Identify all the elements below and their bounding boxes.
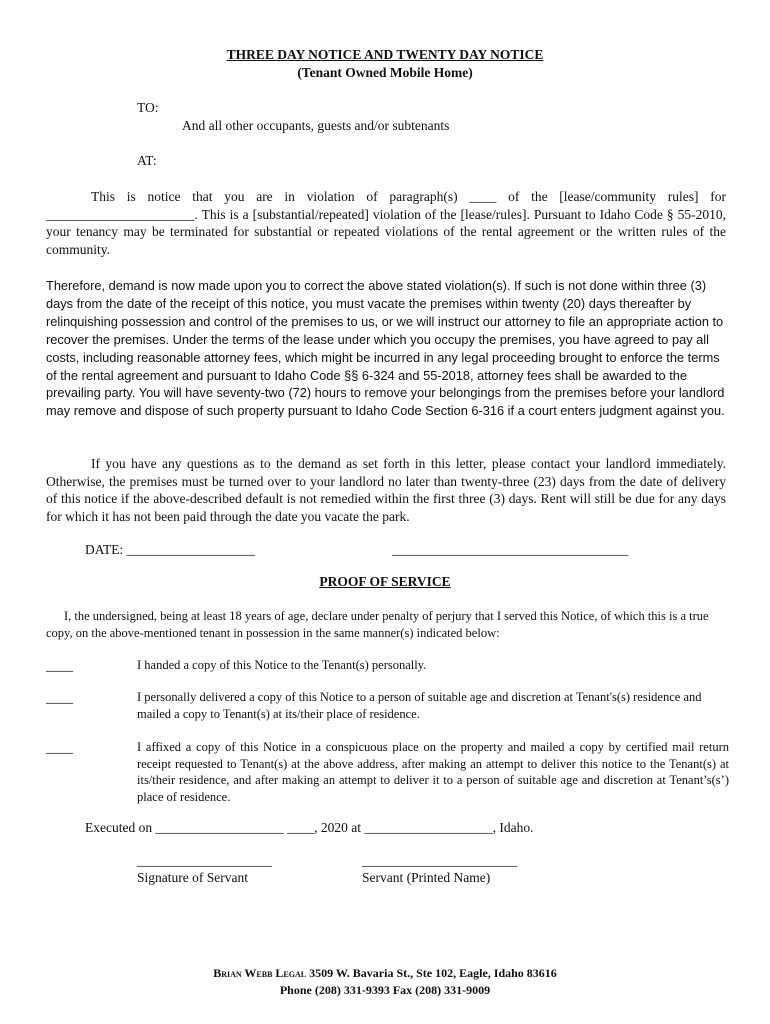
option-1-blank: ____ [46, 658, 73, 673]
notice-title: THREE DAY NOTICE AND TWENTY DAY NOTICE [226, 47, 544, 62]
option-3-blank: ____ [46, 740, 73, 755]
footer-firm-name: Brian Webb Legal [213, 966, 307, 980]
option-1-text: I handed a copy of this Notice to the Tenant(s) personally. [137, 658, 427, 672]
servant-signature-line: ____________________ [137, 853, 272, 868]
at-label: AT: [137, 153, 157, 168]
paragraph-2: Therefore, demand is now made upon you to correct the above stated violation(s). If such is not done within three (3) days from the date of the receipt of this notice, you must vacate the premises within twenty (20) days thereafter by relinquishing possession and control of the premises to us, or we will instruct our attorney to file an appropriate action to recover the premises. Under the terms of the lease under which you occupy the premises, you have agreed to pay all costs, including reasonable attorney fees, which might be incurred in any legal proceeding brought to enforce the terms of the rental agreement and pursuant to Idaho Code §§ 6-324 and 55-2018, attorney fees shall be awarded to the prevailing party. You will have seventy-two (72) hours to remove your belongings from the premises before your landlord may remove and dispose of such property pursuant to Idaho Code Section 6-316 if a court enters judgment against you. [46, 278, 725, 419]
paragraph-1-first-line: This is notice that you are in violation of paragraph(s) ____ of the [lease/community rules] for [91, 189, 726, 204]
to-label: TO: [137, 100, 159, 115]
date-field: DATE: ___________________ [85, 542, 255, 557]
notice-subtitle: (Tenant Owned Mobile Home) [297, 65, 473, 80]
landlord-signature-line: ___________________________________ [392, 542, 629, 557]
paragraph-3: If you have any questions as to the demand as set forth in this letter, please contact your landlord immediately. Otherwise, the premises must be turned over to your landlord no later than twenty-three (23) days from the date of delivery of this notice if the above-described default is not remedied within the first three (3) days. Rent will still be due for any days for which it has not been paid through the date you vacate the park. [46, 456, 726, 524]
printed-name-label: Servant (Printed Name) [362, 870, 491, 885]
paragraph-1: ______________________. This is a [substantial/repeated] violation of the [lease/rules]. Pursuant to Idaho Code § 55-2010, your tenancy may be terminated for substantial or repeated violations of the rental agreement or the written rules of the community. [46, 206, 726, 257]
servant-signature-label: Signature of Servant [137, 870, 248, 885]
option-2-text: I personally delivered a copy of this Notice to a person of suitable age and discretion at Tenant's(s) residence and mailed a copy to Tenant(s) at its/their place of residence. [137, 690, 702, 721]
printed-name-line: _______________________ [362, 853, 518, 868]
option-3-text: I affixed a copy of this Notice in a conspicuous place on the property and mailed a copy by certified mail return receipt requested to Tenant(s) at the above address, after making an attempt to deliver this notice to the Tenant(s) at its/their residence, and after making an attempt to deliver it to a person of suitable age and discretion at Tenant’s(s’) place of residence. [137, 740, 729, 804]
executed-line: Executed on ___________________ ____, 2020 at ___________________, Idaho. [85, 820, 534, 835]
footer-phone: Phone (208) 331-9393 Fax (208) 331-9009 [279, 983, 491, 997]
option-2-blank: ____ [46, 690, 73, 705]
proof-of-service-heading: PROOF OF SERVICE [319, 574, 451, 589]
footer-street: 3509 W. Bavaria St., Ste 102, Eagle, Idaho 83616 [309, 966, 557, 980]
proof-intro: I, the undersigned, being at least 18 years of age, declare under penalty of perjury that I served this Notice, of which this is a true copy, on the above-mentioned tenant in possession in the same manner(s) indicated below: [46, 609, 709, 640]
footer-address [0, 966, 770, 981]
occupants-line: And all other occupants, guests and/or subtenants [182, 118, 450, 133]
